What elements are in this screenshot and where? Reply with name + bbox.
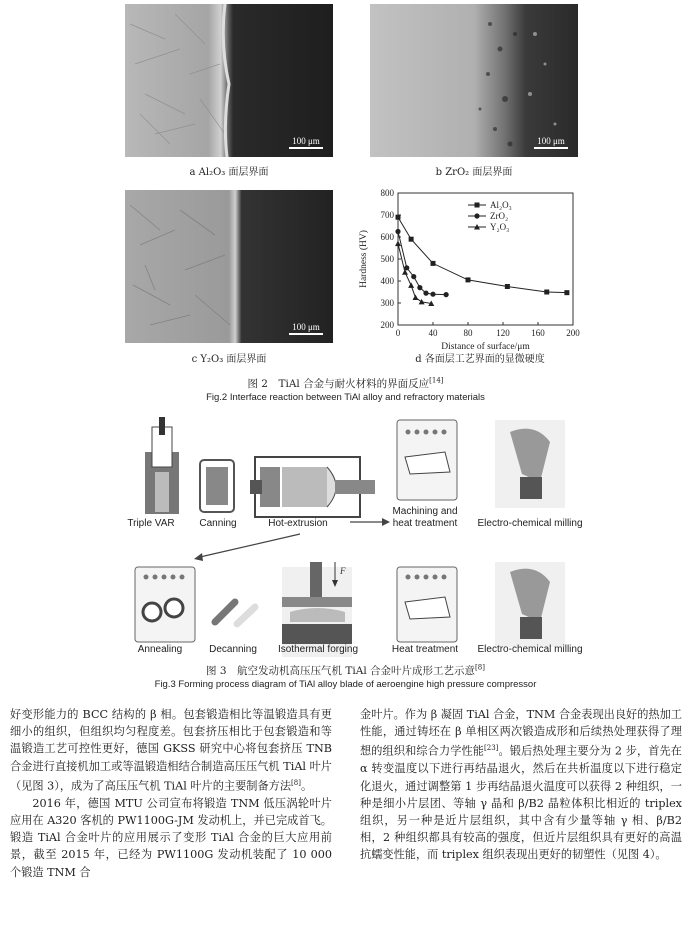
data-point: [475, 203, 480, 208]
force-label: F: [340, 566, 346, 576]
step-annealing: Annealing: [137, 644, 183, 655]
step-ecm-bottom: Electro-chemical milling: [477, 644, 583, 655]
panel-a-caption: a Al₂O₃ 面层界面: [189, 167, 269, 178]
step-triple-var: Triple VAR: [127, 518, 175, 529]
step-hot-extrusion: Hot-extrusion: [268, 518, 328, 529]
fig2-caption-en: Fig.2 Interface reaction between TiAl alloy and refractory materials: [206, 392, 485, 403]
panel-b-caption: b ZrO₂ 面层界面: [435, 167, 513, 178]
y-tick-label: 700: [380, 210, 394, 220]
scale-label: 100 μm: [292, 322, 320, 332]
data-point: [419, 299, 425, 305]
scale-label: 100 μm: [292, 136, 320, 146]
data-point: [417, 285, 422, 290]
data-point: [431, 261, 436, 266]
series-line: [398, 217, 567, 292]
x-axis-label: Distance of surface/μm: [441, 342, 530, 352]
data-point: [395, 229, 400, 234]
data-point: [474, 213, 479, 218]
y-tick-label: 400: [380, 276, 394, 286]
paragraph: 好变形能力的 BCC 结构的 β 相。包套锻造相比等温锻造具有更细小的组织，但组织均匀程度差。包套挤压相比于包套锻造和等温锻造工艺可控性更好，德国 GKSS 研究中心将包套挤压 TNB 合金进行直接机加工或等温锻造相结合制造高压压气机 TiAl 叶片（见图 3），成为了高压压气机 TiAl 叶片的主要制备方法[8]。: [10, 708, 332, 793]
micrograph-y2o3: [125, 190, 333, 343]
heat-treatment-icon: [397, 567, 457, 642]
plot-frame: [398, 193, 573, 325]
decanning-icon: [215, 602, 255, 624]
panel-c-caption: c Y₂O₃ 面层界面: [191, 354, 267, 365]
forming-process-diagram: [110, 412, 590, 657]
x-tick-label: 200: [566, 328, 580, 338]
hot-extrusion-icon: [250, 457, 375, 517]
data-point: [413, 295, 419, 301]
left-column: [10, 706, 332, 881]
blade-icon-bottom: [495, 562, 565, 647]
y-axis-label: Hardness (HV): [359, 230, 369, 288]
step-canning: Canning: [199, 518, 237, 529]
scale-label: 100 μm: [537, 136, 565, 146]
fig3-caption-cn: 图 3 航空发动机高压压气机 TiAl 合金叶片成形工艺示意[8]: [206, 663, 485, 677]
x-tick-label: 40: [428, 328, 438, 338]
data-point: [544, 290, 549, 295]
y-tick-label: 200: [380, 320, 394, 330]
x-tick-label: 80: [463, 328, 473, 338]
paragraph: 2016 年，德国 MTU 公司宣布将锻造 TNM 低压涡轮叶片应用在 A320 客机的 PW1100G-JM 发动机上，并已完成首飞。锻造 TiAl 合金叶片的应用展示了变形 TiAl 合金的巨大应用前景，截至 2015 年，已经为 PW1100G 发动机装配了 10 000 个锻造 TNM 合: [10, 796, 332, 879]
y-tick-label: 800: [380, 188, 394, 198]
step-heat-treatment: Heat treatment: [391, 644, 459, 655]
machining-icon: [397, 420, 457, 500]
step-ecm-top: Electro-chemical milling: [477, 518, 583, 529]
data-point: [505, 284, 510, 289]
data-point: [408, 282, 414, 288]
data-point: [411, 274, 416, 279]
data-point: [564, 290, 569, 295]
series-line: [398, 232, 446, 295]
x-tick-label: 0: [395, 328, 401, 338]
triple-var-icon: [145, 417, 179, 514]
legend-label: Al₂O₃: [490, 200, 512, 210]
legend-label: ZrO₂: [490, 211, 509, 221]
canning-icon: [200, 460, 234, 512]
right-column: [360, 706, 682, 864]
legend-label: Y₂O₃: [490, 222, 510, 232]
micrograph-zro2: [370, 4, 578, 157]
x-tick-label: 120: [496, 328, 510, 338]
fig2-caption-cn: 图 2 TiAl 合金与耐火材料的界面反应[14]: [247, 376, 444, 390]
step-machining-heat-treatment: Machining and heat treatment: [392, 506, 458, 529]
annealing-icon: [135, 567, 195, 642]
x-tick-label: 160: [531, 328, 545, 338]
step-decanning: Decanning: [209, 644, 257, 655]
data-point: [396, 215, 401, 220]
isothermal-forging-icon: [282, 562, 352, 657]
data-point: [409, 237, 414, 242]
panel-d-caption: d 各面层工艺界面的显微硬度: [415, 354, 545, 365]
fig3-caption-en: Fig.3 Forming process diagram of TiAl alloy blade of aeroengine high pressure compressor: [154, 679, 537, 690]
micrograph-zro2-image: [370, 4, 578, 157]
data-point: [423, 291, 428, 296]
hardness-chart: [340, 185, 590, 365]
data-point: [444, 292, 449, 297]
micrograph-y2o3-image: [125, 190, 333, 343]
micrograph-al2o3-image: [125, 4, 333, 157]
micrograph-al2o3: [125, 4, 333, 157]
y-tick-label: 300: [380, 298, 394, 308]
data-point: [466, 277, 471, 282]
step-isothermal-forging: Isothermal forging: [277, 644, 359, 655]
y-tick-label: 600: [380, 232, 394, 242]
blade-icon: [495, 420, 565, 508]
paragraph: 金叶片。作为 β 凝固 TiAl 合金，TNM 合金表现出良好的热加工性能，通过铸坯在 β 单相区两次锻造成形和后续热处理获得了理想的组织和综合力学性能[23]。锻后热处理主要分为 2 步，首先在 α 转变温度以下进行再结晶退火，然后在共析温度以下进行稳定化退火，通过调整第 1 步再结晶退火温度可以获得 2 种组织，一种是细小片层团、等轴 γ 晶和 β/B2 晶粒体积比相近的 triplex 组织，另一种是近片层组织，其中含有少量等轴 γ 相、β/B2 相，2 种组织都具有较高的强度，但近片层组织具有更好的高温抗蠕变性能，而 triplex 组织表现出更好的韧塑性（见图 4）。: [360, 708, 682, 862]
data-point: [430, 292, 435, 297]
y-tick-label: 500: [380, 254, 394, 264]
